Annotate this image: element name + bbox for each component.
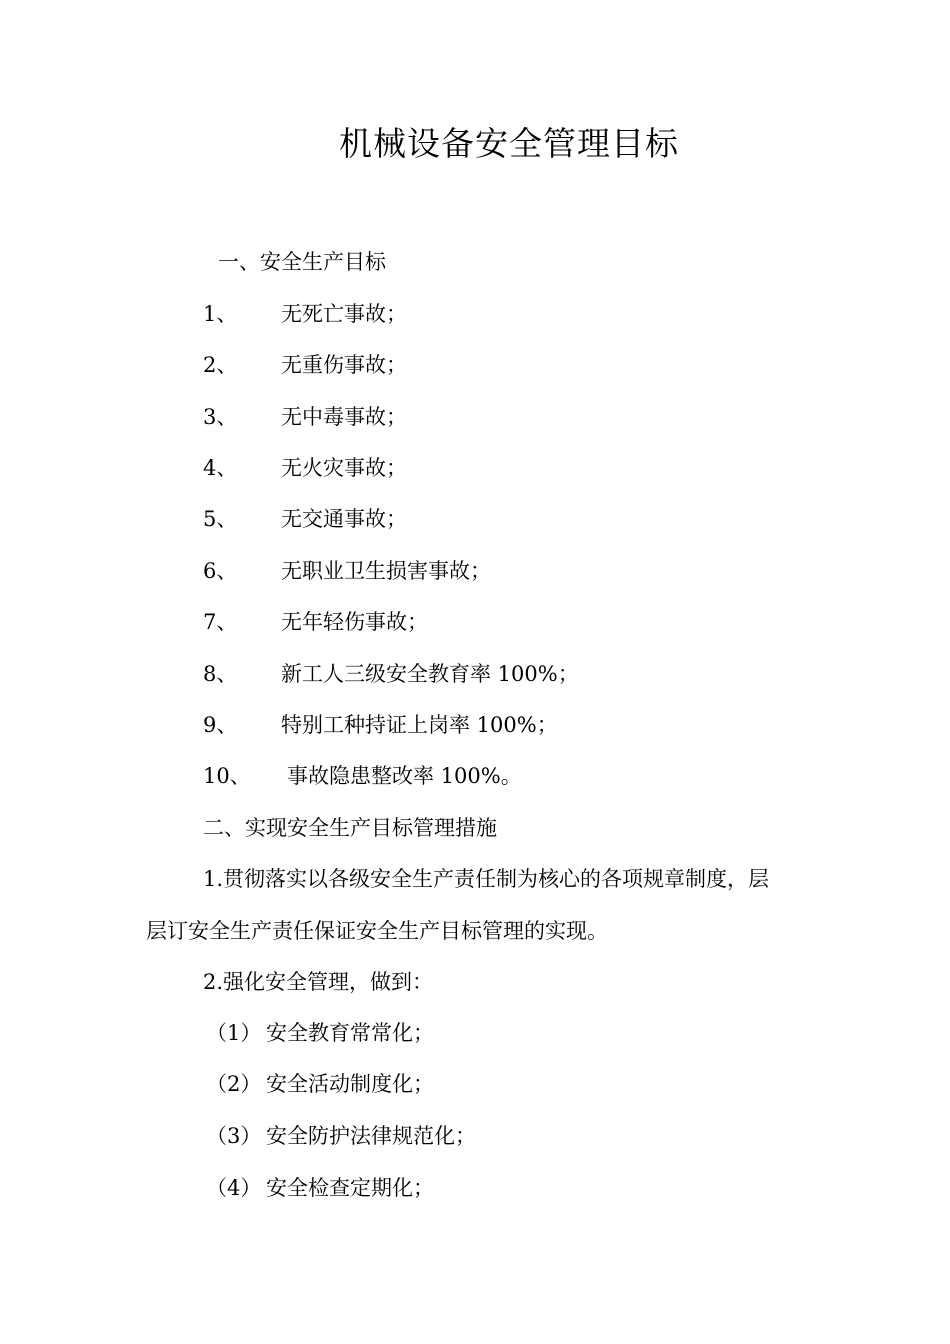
sub-list-item [206,1018,434,1048]
list-item [203,453,407,483]
sub-list-item-text: 安全检查定期化； [266,1176,434,1200]
list-item-text: 新工人三级安全教育率 100%； [281,662,579,686]
sub-list-item-text: 安全活动制度化； [266,1072,434,1096]
list-item-number: 4、 [203,456,238,480]
list-item-text: 无死亡事故； [281,302,407,326]
list-item [203,607,428,637]
list-item-text: 无交通事故； [281,507,407,531]
sub-list-item-number: （4） [206,1176,262,1200]
list-item-text: 无火灾事故； [281,456,407,480]
list-item-text: 无年轻伤事故； [281,610,428,634]
list-item-number: 6、 [203,559,238,583]
sub-list-item [206,1173,434,1203]
sub-list-item-number: （2） [206,1072,262,1096]
paragraph-line: 1.贯彻落实以各级安全生产责任制为核心的各项规章制度，层 [203,867,770,891]
paragraph: 2.强化安全管理，做到： [203,970,434,994]
list-item [203,710,558,740]
list-item-number: 3、 [203,405,238,429]
list-item-text: 特别工种持证上岗率 100%； [281,713,558,737]
list-item [203,761,522,791]
section2-heading: 二、实现安全生产目标管理措施 [203,816,497,840]
list-item-number: 1、 [203,302,238,326]
section1-heading: 一、安全生产目标 [218,250,386,274]
list-item [203,504,407,534]
list-item-number: 8、 [203,662,238,686]
sub-list-item-number: （1） [206,1021,262,1045]
list-item [203,556,491,586]
list-item [203,350,407,380]
list-item-text: 无重伤事故； [281,353,407,377]
list-item-text: 无中毒事故； [281,405,407,429]
sub-list-item-number: （3） [206,1124,262,1148]
list-item-number: 2、 [203,353,238,377]
list-item [203,402,407,432]
list-item-number: 5、 [203,507,238,531]
list-item-number: 10、 [203,764,251,788]
list-item-text: 无职业卫生损害事故； [281,559,491,583]
list-item [203,299,407,329]
sub-list-item-text: 安全教育常常化； [266,1021,434,1045]
list-item-number: 7、 [203,610,238,634]
sub-list-item-text: 安全防护法律规范化； [266,1124,476,1148]
paragraph-line: 层订安全生产责任保证安全生产目标管理的实现。 [146,919,608,943]
list-item-text: 事故隐患整改率 100%。 [287,764,522,788]
document-title: 机械设备安全管理目标 [339,124,679,163]
sub-list-item [206,1121,476,1151]
list-item [203,659,579,689]
sub-list-item [206,1069,434,1099]
list-item-number: 9、 [203,713,238,737]
